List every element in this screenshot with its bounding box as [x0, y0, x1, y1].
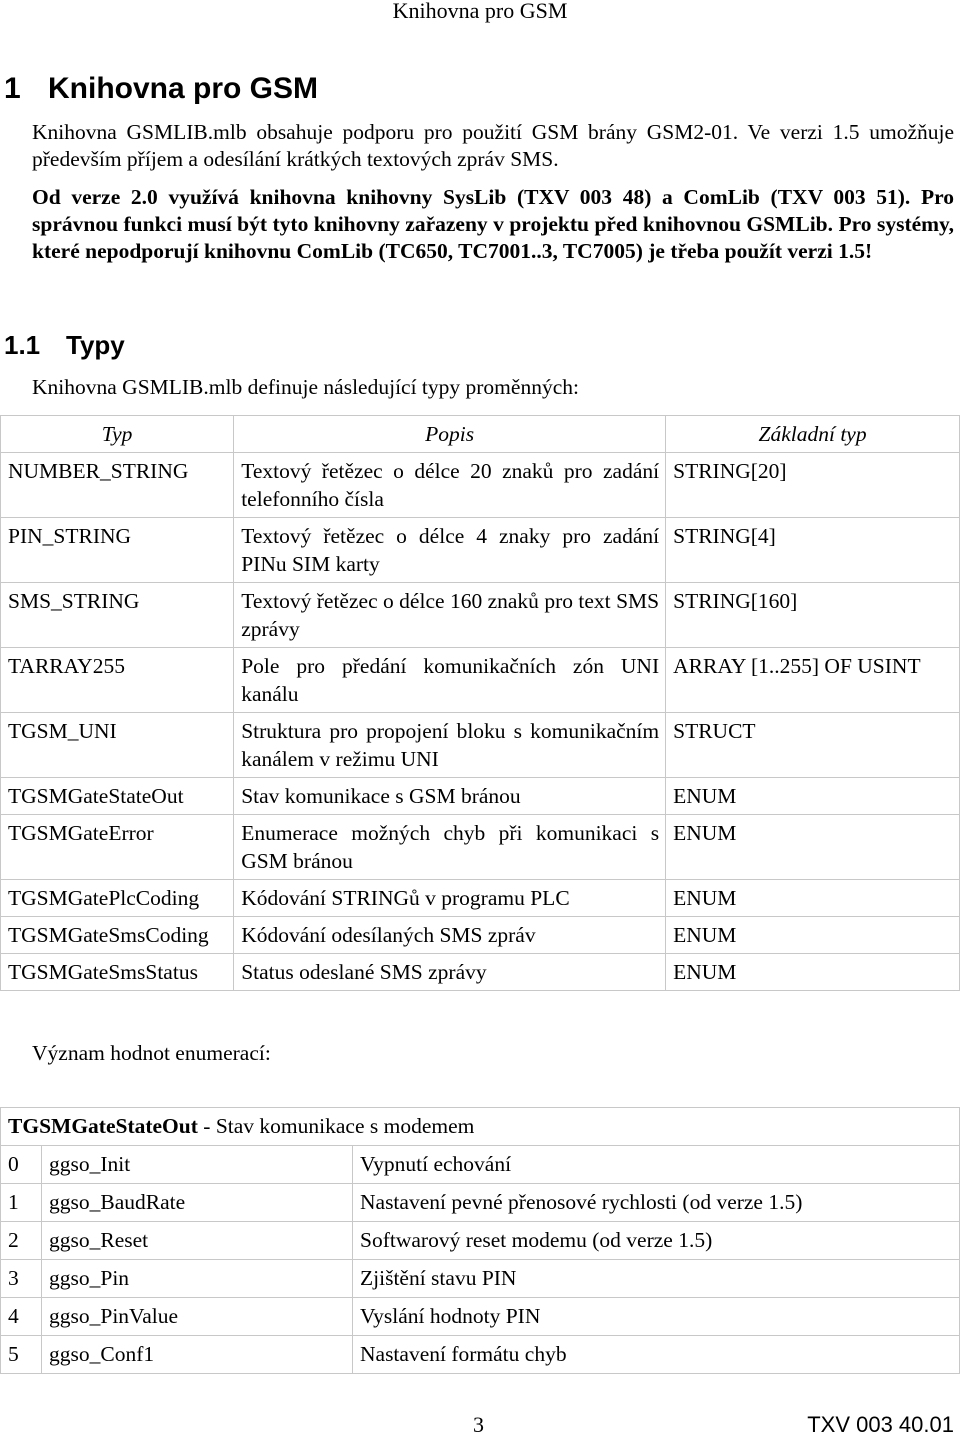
enum-name: ggso_BaudRate: [42, 1184, 353, 1222]
types-row: [1, 815, 960, 880]
types-header-description: Popis: [234, 416, 666, 453]
enum-name: ggso_Conf1: [42, 1336, 353, 1374]
types-header-type: Typ: [1, 416, 234, 453]
type-name: TGSMGateSmsCoding: [1, 917, 234, 954]
type-name: TARRAY255: [1, 648, 234, 713]
enum-name: ggso_Pin: [42, 1260, 353, 1298]
intro-paragraph: Knihovna GSMLIB.mlb obsahuje podporu pro použití GSM brány GSM2-01. Ve verzi 1.5 umožňuje především příjem a odesílání krátkých textových zpráv SMS.: [32, 120, 954, 171]
types-row: [1, 954, 960, 991]
page-number: 3: [473, 1412, 484, 1437]
enum-description: Vypnutí echování: [353, 1146, 960, 1184]
type-base: STRING[4]: [666, 518, 960, 583]
section-number: 1: [4, 72, 21, 105]
enum-description: Vyslání hodnoty PIN: [353, 1298, 960, 1336]
types-table: [0, 415, 960, 991]
enum-value: 1: [1, 1184, 42, 1222]
enum-row: [1, 1222, 960, 1260]
type-name: TGSMGateSmsStatus: [1, 954, 234, 991]
enum-row: [1, 1336, 960, 1374]
subsection-title: Typy: [66, 330, 125, 360]
enum-title-description: - Stav komunikace s modemem: [197, 1114, 475, 1138]
types-row: [1, 713, 960, 778]
enum-title-cell: [1, 1108, 960, 1146]
enum-value: 4: [1, 1298, 42, 1336]
types-row: [1, 917, 960, 954]
enum-row: [1, 1298, 960, 1336]
type-description: Textový řetězec o délce 4 znaky pro zadání PINu SIM karty: [234, 518, 666, 583]
type-description: Kódování STRINGů v programu PLC: [234, 880, 666, 917]
enum-value: 3: [1, 1260, 42, 1298]
types-row: [1, 453, 960, 518]
subsection-number: 1.1: [4, 330, 41, 360]
enum-name: ggso_PinValue: [42, 1298, 353, 1336]
type-description: Struktura pro propojení bloku s komunikačním kanálem v režimu UNI: [234, 713, 666, 778]
enum-row: [1, 1260, 960, 1298]
enum-row: [1, 1184, 960, 1222]
running-header: Knihovna pro GSM: [392, 0, 568, 23]
type-description: Status odeslané SMS zprávy: [234, 954, 666, 991]
type-name: SMS_STRING: [1, 583, 234, 648]
enum-description: Zjištění stavu PIN: [353, 1260, 960, 1298]
type-base: STRUCT: [666, 713, 960, 778]
types-row: [1, 778, 960, 815]
enum-name: ggso_Reset: [42, 1222, 353, 1260]
section-title: Knihovna pro GSM: [48, 72, 318, 105]
type-base: ENUM: [666, 954, 960, 991]
type-base: ARRAY [1..255] OF USINT: [666, 648, 960, 713]
type-description: Kódování odesílaných SMS zpráv: [234, 917, 666, 954]
type-base: ENUM: [666, 778, 960, 815]
type-description: Pole pro předání komunikačních zón UNI kanálu: [234, 648, 666, 713]
type-base: STRING[20]: [666, 453, 960, 518]
type-base: ENUM: [666, 917, 960, 954]
types-row: [1, 880, 960, 917]
enum-value: 5: [1, 1336, 42, 1374]
enum-table: [0, 1107, 960, 1374]
types-intro: Knihovna GSMLIB.mlb definuje následující typy proměnných:: [32, 375, 579, 399]
types-row: [1, 583, 960, 648]
document-code: TXV 003 40.01: [807, 1412, 954, 1437]
enum-description: Softwarový reset modemu (od verze 1.5): [353, 1222, 960, 1260]
enum-description: Nastavení formátu chyb: [353, 1336, 960, 1374]
type-base: STRING[160]: [666, 583, 960, 648]
types-row: [1, 518, 960, 583]
enum-value: 0: [1, 1146, 42, 1184]
enum-name: ggso_Init: [42, 1146, 353, 1184]
section-heading-1-1: [4, 330, 125, 361]
enum-title-name: TGSMGateStateOut: [8, 1114, 198, 1138]
enum-title-row: [1, 1108, 960, 1146]
type-name: TGSMGatePlcCoding: [1, 880, 234, 917]
types-row: [1, 648, 960, 713]
types-header-row: [1, 416, 960, 453]
type-base: ENUM: [666, 880, 960, 917]
type-name: TGSMGateStateOut: [1, 778, 234, 815]
type-name: TGSMGateError: [1, 815, 234, 880]
type-description: Textový řetězec o délce 20 znaků pro zadání telefonního čísla: [234, 453, 666, 518]
section-heading-1: [4, 72, 318, 106]
enum-intro: Význam hodnot enumerací:: [32, 1041, 271, 1065]
type-name: PIN_STRING: [1, 518, 234, 583]
type-description: Enumerace možných chyb při komunikaci s GSM bránou: [234, 815, 666, 880]
type-name: NUMBER_STRING: [1, 453, 234, 518]
enum-value: 2: [1, 1222, 42, 1260]
enum-row: [1, 1146, 960, 1184]
types-header-base-type: Základní typ: [666, 416, 960, 453]
version-note-paragraph: Od verze 2.0 využívá knihovna knihovny SysLib (TXV 003 48) a ComLib (TXV 003 51). Pro správnou funkci musí být tyto knihovny zařazeny v projektu před knihovnou GSMLib. Pro systémy, které nepodporují knihovnu ComLib (TC650, TC7001..3, TC7005) je třeba použít verzi 1.5!: [32, 185, 954, 263]
enum-description: Nastavení pevné přenosové rychlosti (od verze 1.5): [353, 1184, 960, 1222]
type-description: Textový řetězec o délce 160 znaků pro text SMS zprávy: [234, 583, 666, 648]
type-base: ENUM: [666, 815, 960, 880]
type-name: TGSM_UNI: [1, 713, 234, 778]
type-description: Stav komunikace s GSM bránou: [234, 778, 666, 815]
